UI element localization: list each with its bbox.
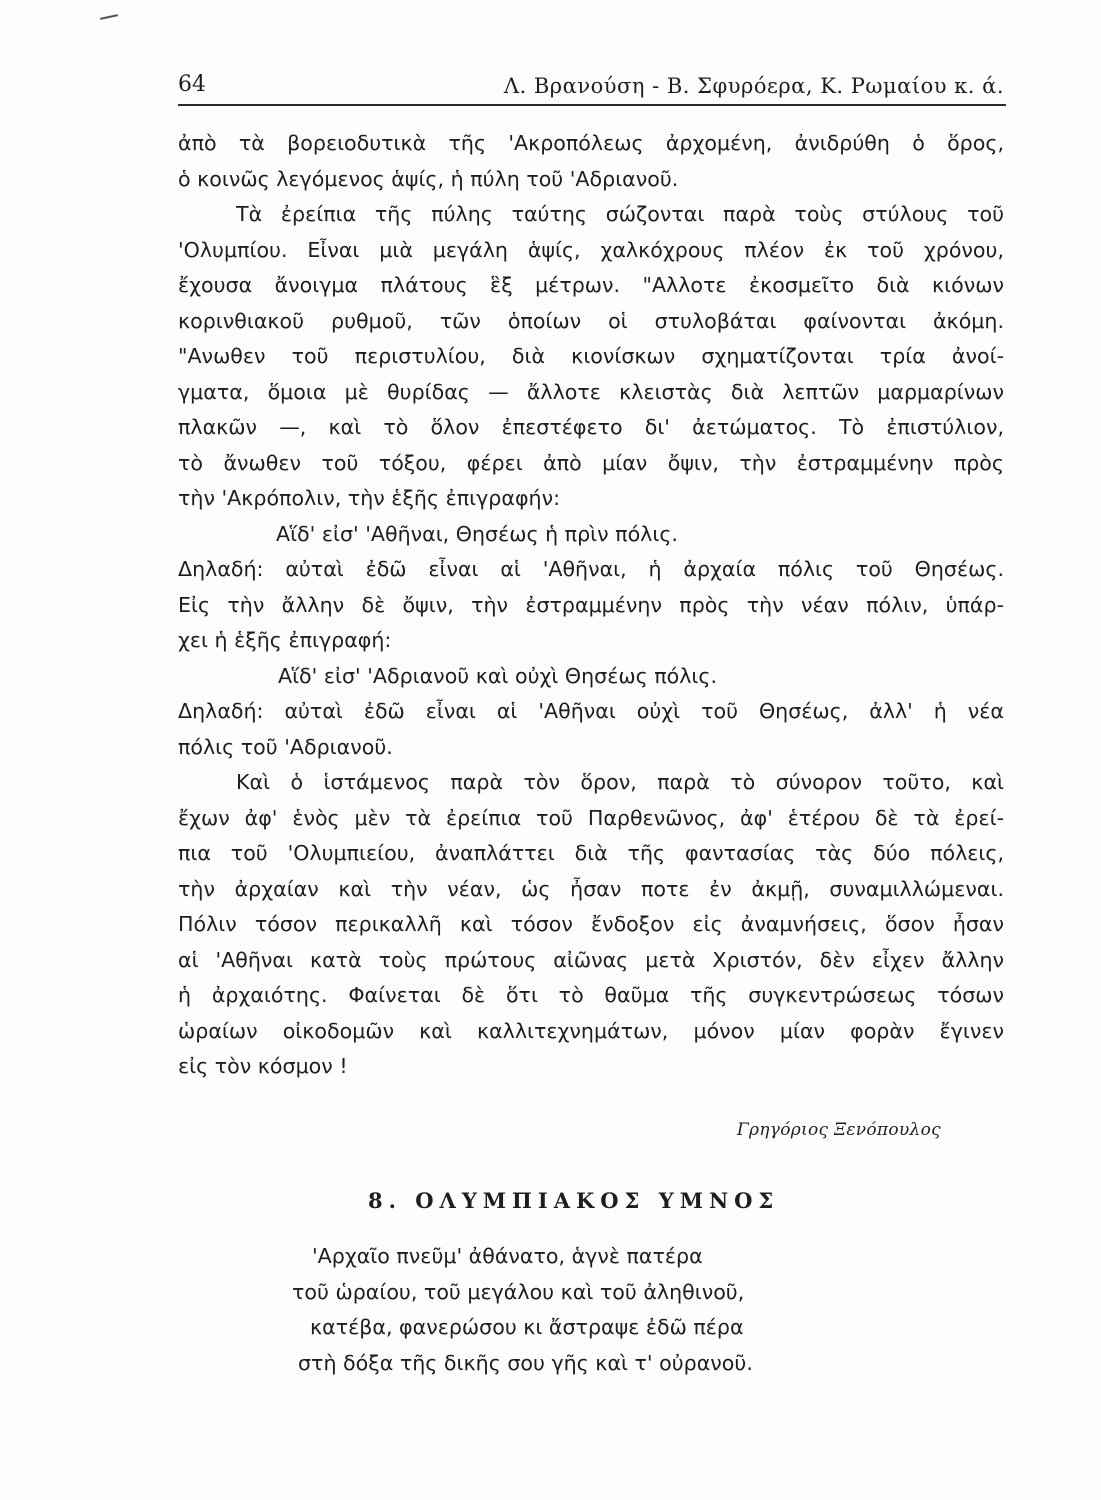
text-line: Δηλαδή: αὐταὶ ἐδῶ εἶναι αἱ 'Αθῆναι, ἡ ἀρχαία πόλις τοῦ Θησέως.: [178, 557, 1004, 581]
text-line: ὡραίων οἰκοδομῶν καὶ καλλιτεχνημάτων, μόνον μίαν φορὰν ἔγινεν: [178, 1018, 1004, 1043]
page-header: [178, 72, 1004, 102]
running-head: Λ. Βρανούση - Β. Σφυρόερα, Κ. Ρωμαίου κ. ά.: [503, 74, 1004, 98]
poem-line: τοῦ ὡραίου, τοῦ μεγάλου καὶ τοῦ ἀληθινοῦ,: [292, 1279, 745, 1304]
poem-line: κατέβα, φανερώσου κι ἄστραψε ἐδῶ πέρα: [310, 1315, 744, 1339]
author-signature: Γρηγόριος Ξενόπουλος: [736, 1120, 941, 1140]
text-line: πόλις τοῦ 'Αδριανοῦ.: [178, 734, 393, 759]
text-line: τὸ ἄνωθεν τοῦ τόξου, φέρει ἀπὸ μίαν ὄψιν, τὴν ἐστραμμένην πρὸς: [178, 450, 1004, 475]
text-line: ὁ κοινῶς λεγόμενος ἁψίς, ἡ πύλη τοῦ 'Αδριανοῦ.: [178, 166, 679, 191]
header-rule: [178, 104, 1006, 106]
page-number: 64: [178, 72, 206, 97]
inscription-line: Αἵδ' εἰσ' 'Αθῆναι, Θησέως ἡ πρὶν πόλις.: [276, 521, 678, 546]
text-line: αἱ 'Αθῆναι κατὰ τοὺς πρώτους αἰῶνας μετὰ Χριστόν, δὲν εἶχεν ἄλλην: [178, 947, 1004, 972]
text-line: Καὶ ὁ ἱστάμενος παρὰ τὸν ὅρον, παρὰ τὸ σύνορον τοῦτο, καὶ: [236, 770, 1004, 794]
text-line: τὴν ἀρχαίαν καὶ τὴν νέαν, ὡς ἦσαν ποτε ἐν ἀκμῇ, συναμιλλώμεναι.: [178, 876, 1004, 901]
text-line: τὴν 'Ακρόπολιν, τὴν ἑξῆς ἐπιγραφήν:: [178, 486, 561, 510]
body-text: [178, 126, 1004, 1085]
text-line: Πόλιν τόσον περικαλλῆ καὶ τόσον ἔνδοξον εἰς ἀναμνήσεις, ὅσον ἦσαν: [178, 912, 1004, 936]
text-line: 'Ολυμπίου. Εἶναι μιὰ μεγάλη ἁψίς, χαλκόχρους πλέον ἐκ τοῦ χρόνου,: [178, 237, 1004, 262]
text-line: κορινθιακοῦ ρυθμοῦ, τῶν ὁποίων οἱ στυλοβάται φαίνονται ἀκόμη.: [178, 308, 1004, 333]
poem-line: στὴ δόξα τῆς δικῆς σου γῆς καὶ τ' οὐρανοῦ.: [298, 1350, 753, 1375]
section-title: 8. ΟΛΥΜΠΙΑΚΟΣ ΥΜΝΟΣ: [368, 1188, 780, 1213]
text-line: χει ἡ ἑξῆς ἐπιγραφή:: [178, 628, 392, 652]
text-line: εἰς τὸν κόσμον !: [178, 1054, 348, 1078]
text-line: ἡ ἀρχαιότης. Φαίνεται δὲ ὅτι τὸ θαῦμα τῆς συγκεντρώσεως τόσων: [178, 983, 1004, 1007]
text-line: γματα, ὅμοια μὲ θυρίδας — ἄλλοτε κλειστὰς διὰ λεπτῶν μαρμαρίνων: [178, 379, 1004, 404]
text-line: πλακῶν —, καὶ τὸ ὅλον ἐπεστέφετο δι' ἀετώματος. Τὸ ἐπιστύλιον,: [178, 415, 1004, 439]
text-line: Τὰ ἐρείπια τῆς πύλης ταύτης σώζονται παρὰ τοὺς στύλους τοῦ: [236, 202, 1004, 226]
text-line: ἔχουσα ἄνοιγμα πλάτους ἓξ μέτρων. "Αλλοτε ἐκοσμεῖτο διὰ κιόνων: [178, 273, 1004, 297]
text-line: Εἰς τὴν ἄλλην δὲ ὄψιν, τὴν ἐστραμμένην πρὸς τὴν νέαν πόλιν, ὑπάρ-: [178, 592, 1004, 617]
text-line: πια τοῦ 'Ολυμπιείου, ἀναπλάττει διὰ τῆς φαντασίας τὰς δύο πόλεις,: [178, 841, 1004, 865]
inscription-line: Αἵδ' εἰσ' 'Αδριανοῦ καὶ οὐχὶ Θησέως πόλις.: [278, 663, 718, 688]
poem-line: 'Αρχαῖο πνεῦμ' ἀθάνατο, ἁγνὲ πατέρα: [312, 1244, 703, 1268]
poem: [178, 1239, 1004, 1381]
text-line: ἀπὸ τὰ βορειοδυτικὰ τῆς 'Ακροπόλεως ἀρχομένη, ἀνιδρύθη ὁ ὅρος,: [178, 131, 1004, 155]
text-line: "Ανωθεν τοῦ περιστυλίου, διὰ κιονίσκων σχηματίζονται τρία ἀνοί-: [178, 344, 1004, 368]
text-line: Δηλαδή: αὐταὶ ἐδῶ εἶναι αἱ 'Αθῆναι οὐχὶ τοῦ Θησέως, ἀλλ' ἡ νέα: [178, 699, 1004, 723]
stray-pen-mark: [100, 14, 118, 20]
text-line: ἔχων ἀφ' ἑνὸς μὲν τὰ ἐρείπια τοῦ Παρθενῶνος, ἀφ' ἑτέρου δὲ τὰ ἐρεί-: [178, 805, 1004, 830]
